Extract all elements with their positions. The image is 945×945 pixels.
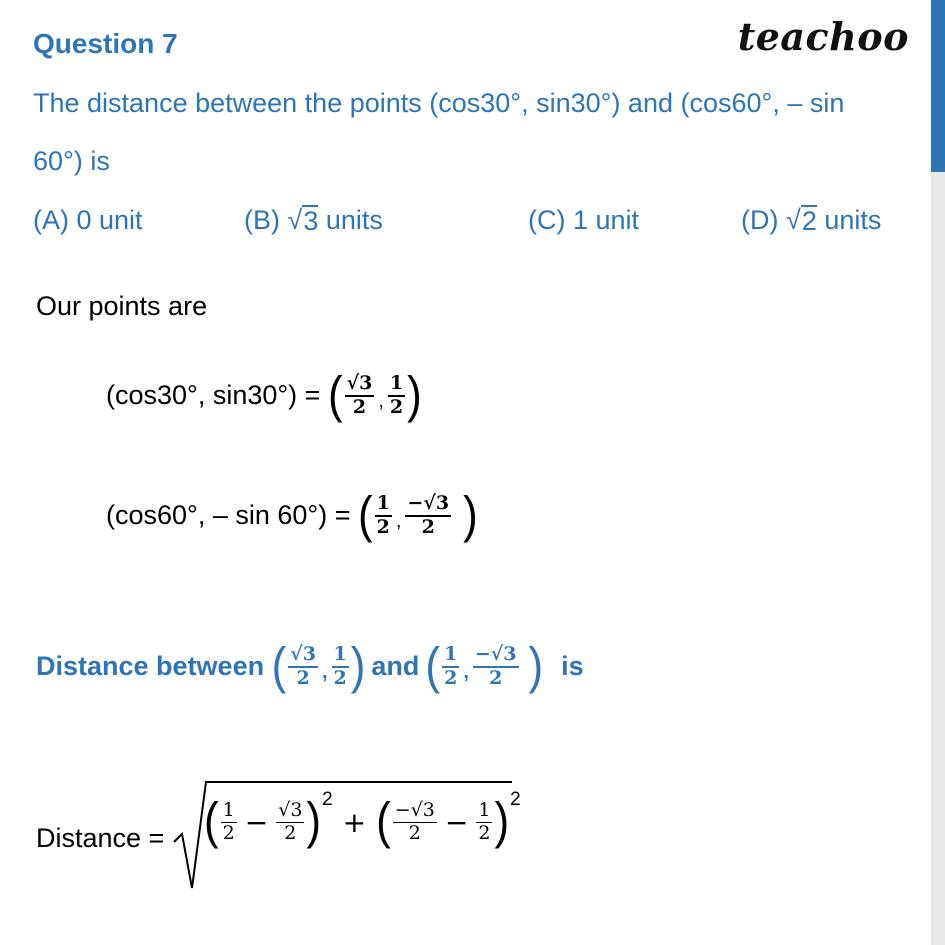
option-b-label: (B)	[244, 205, 288, 235]
fraction: $\frac{√3}{2}$	[278, 799, 303, 844]
scrollbar-thumb[interactable]	[931, 0, 945, 172]
point-1-label: (cos30°, sin30°) =	[106, 380, 328, 411]
option-a: (A) 0 unit	[33, 205, 143, 235]
question-text-line-1: The distance between the points (cos30°, sin30°) and (cos60°, – sin	[33, 88, 845, 118]
option-d	[741, 205, 881, 236]
fraction: $\frac{√3}{2}$	[346, 372, 373, 418]
fraction: $\frac{1}{2}$	[222, 799, 235, 844]
fraction: $\frac{1}{2}$	[444, 643, 458, 689]
distance-between-label: Distance between	[36, 651, 272, 682]
fraction: $\frac{1}{2}$	[333, 643, 347, 689]
distance-formula: ( $\frac{1}{2}$ − $\frac{√3}{2}$ ) 2 + ( $\frac{-√3}{2}$ − $\frac{1}{2}$ ) 2	[204, 789, 521, 850]
solution-intro: Our points are	[36, 291, 208, 321]
distance-between-heading: Distance between ( $\frac{√3}{2}$ , $\frac{1}{2}$ ) and ( $\frac{1}{2}$ , $\frac{-√3}{2}$ ) is	[36, 638, 584, 695]
fraction: $\frac{√3}{2}$	[290, 643, 316, 689]
fraction: $\frac{1}{2}$	[376, 492, 390, 538]
distance-label: Distance =	[36, 823, 165, 853]
option-b	[244, 205, 383, 236]
sqrt-icon: √ 2	[785, 205, 817, 236]
option-d-units: units	[816, 205, 882, 235]
sqrt-icon: √ 3	[287, 205, 319, 236]
option-d-radicand: 2	[801, 206, 817, 236]
teachoo-logo: teachoo	[737, 14, 909, 59]
option-b-radicand: 3	[303, 206, 319, 236]
point-1-equation: (cos30°, sin30°) = ( $\frac{√3}{2}$ , $\frac{1}{2}$ )	[106, 367, 422, 424]
point-2-equation: (cos60°, – sin 60°) = ( $\frac{1}{2}$ , $\frac{-√3}{2}$ )	[106, 487, 478, 544]
question-text-line-2: 60°) is	[33, 146, 110, 176]
fraction: $\frac{1}{2}$	[478, 799, 491, 844]
fraction: $\frac{-√3}{2}$	[474, 643, 517, 689]
option-d-label: (D)	[741, 205, 786, 235]
fraction: $\frac{-√3}{2}$	[394, 799, 435, 844]
fraction: $\frac{1}{2}$	[389, 372, 404, 418]
and-label: and	[371, 651, 420, 682]
option-b-units: units	[318, 205, 383, 235]
question-title: Question 7	[33, 28, 178, 59]
option-c: (C) 1 unit	[528, 205, 640, 235]
point-2-label: (cos60°, – sin 60°) =	[106, 500, 358, 531]
is-label: is	[561, 651, 584, 682]
fraction: $\frac{-√3}{2}$	[407, 492, 450, 538]
